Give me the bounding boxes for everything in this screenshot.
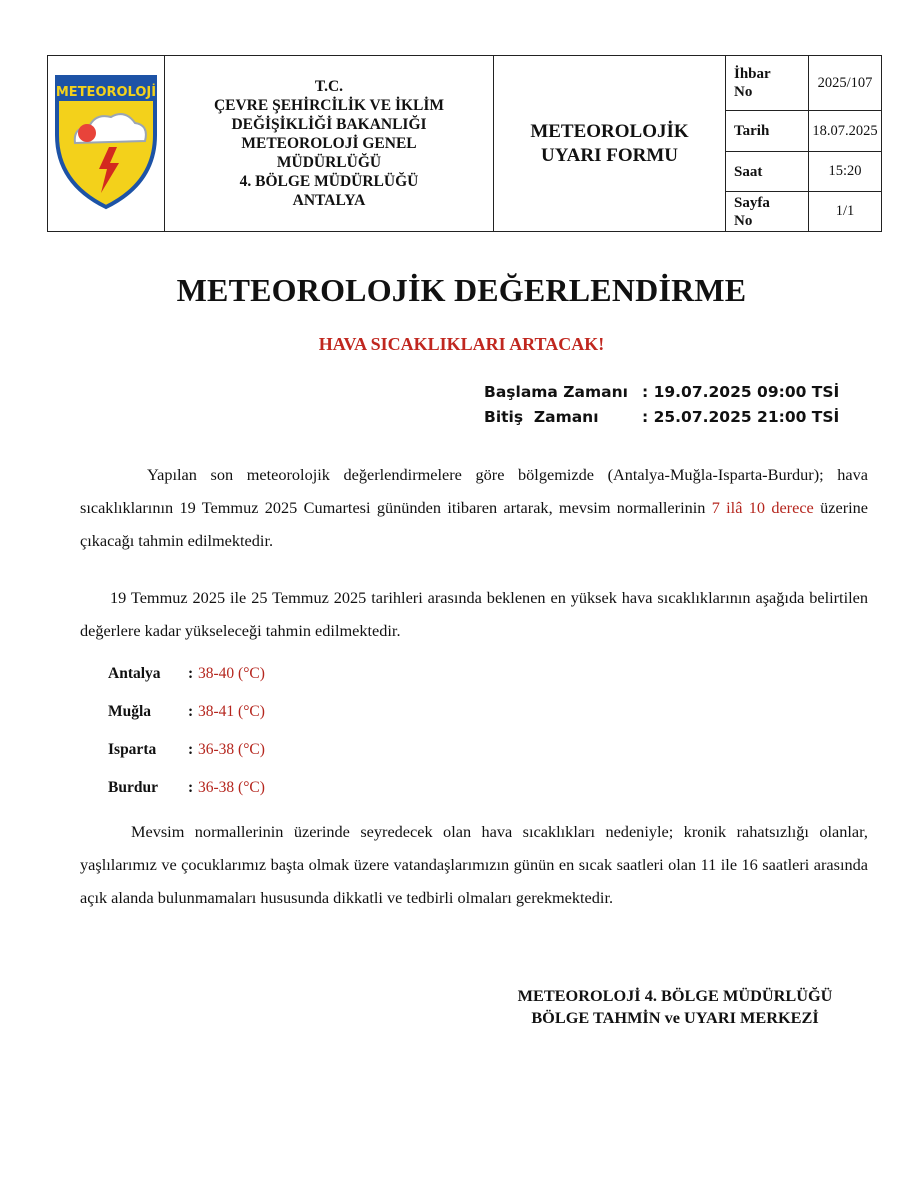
end-time-row — [484, 405, 839, 430]
ministry-line: MÜDÜRLÜĞÜ — [276, 154, 382, 171]
tarih-value: 18.07.2025 — [809, 111, 882, 152]
logo-cell — [48, 56, 165, 232]
city-temperature-list — [108, 655, 265, 807]
ministry-line: ÇEVRE ŞEHİRCİLİK VE İKLİM — [213, 97, 445, 114]
ihbar-no-value: 2025/107 — [809, 56, 882, 111]
form-title-line: METEOROLOJİK — [530, 120, 689, 142]
saat-label: Saat — [726, 152, 809, 192]
form-title-cell — [494, 56, 726, 232]
paragraph-assessment: Yapılan son meteorolojik değerlendirmelere göre bölgemizde (Antalya-Muğla-Isparta-Burdur); hava sıcaklıklarının 19 Temmuz 2025 Cumartesi gününden itibaren artarak, mevsim normallerinin 7 ilâ 10 derece üzerine çıkacağı tahmin edilmektedir. — [80, 465, 869, 550]
tarih-label: Tarih — [726, 111, 809, 152]
sayfa-no-value: 1/1 — [809, 192, 882, 232]
temperature-anomaly-highlight: 7 ilâ 10 derece — [711, 498, 814, 517]
svg-text:METEOROLOJİ: METEOROLOJİ — [55, 85, 157, 100]
ministry-cell — [165, 56, 494, 232]
ministry-line: T.C. — [314, 78, 344, 95]
ministry-line: DEĞİŞİKLİĞİ BAKANLIĞI — [231, 116, 427, 133]
city-temperature: 36-38 (°C) — [198, 741, 265, 758]
ministry-line: 4. BÖLGE MÜDÜRLÜĞÜ — [239, 173, 419, 190]
city-temperature: 38-41 (°C) — [198, 703, 265, 720]
saat-value: 15:20 — [809, 152, 882, 192]
form-title-line: UYARI FORMU — [540, 144, 679, 166]
ihbar-no-label: İhbar No — [726, 56, 809, 111]
city-row: Muğla : 38-41 (°C) — [108, 703, 265, 720]
document-title: METEOROLOJİK DEĞERLENDİRME — [176, 272, 747, 308]
city-name: Antalya — [108, 665, 161, 682]
city-temperature: 38-40 (°C) — [198, 665, 265, 682]
city-name: Isparta — [108, 741, 157, 758]
meteoroloji-logo — [53, 71, 159, 211]
start-time-label: Başlama Zamanı — [484, 383, 628, 401]
end-time-value: : 25.07.2025 21:00 TSİ — [642, 408, 840, 426]
city-temperature: 36-38 (°C) — [198, 779, 265, 796]
ministry-line: METEOROLOJİ GENEL — [241, 135, 417, 152]
ministry-line: ANTALYA — [292, 192, 366, 209]
sayfa-no-label: Sayfa No — [726, 192, 809, 232]
end-time-label: Bitiş Zamanı — [484, 408, 599, 426]
validity-times — [484, 380, 839, 430]
city-name: Burdur — [108, 779, 158, 796]
start-time-row — [484, 380, 839, 405]
city-name: Muğla — [108, 703, 152, 720]
warning-subtitle: HAVA SICAKLIKLARI ARTACAK! — [318, 334, 605, 354]
header-table — [47, 55, 882, 232]
signature-line: BÖLGE TAHMİN ve UYARI MERKEZİ — [531, 1008, 819, 1027]
signature-block — [440, 985, 910, 1029]
signature-line: METEOROLOJİ 4. BÖLGE MÜDÜRLÜĞÜ — [517, 986, 833, 1005]
paragraph-forecast-intro: 19 Temmuz 2025 ile 25 Temmuz 2025 tarihleri arasında beklenen en yüksek hava sıcaklıklarının aşağıda belirtilen değerlere kadar yükseleceği tahmin edilmektedir. — [80, 588, 868, 640]
city-row: Isparta : 36-38 (°C) — [108, 741, 265, 758]
paragraph-advisory: Mevsim normallerinin üzerinde seyredecek olan hava sıcaklıkları nedeniyle; kronik rahatsızlığı olanlar, yaşlılarımız ve çocuklarımız başta olmak üzere vatandaşlarımızın günün en sıcak saatleri olan 11 ile 16 saatleri arasında açık alanda bulunmamaları hususunda dikkatli ve tedbirli olmaları gerekmektedir. — [80, 822, 868, 907]
start-time-value: : 19.07.2025 09:00 TSİ — [642, 383, 840, 401]
city-row: Antalya : 38-40 (°C) — [108, 665, 265, 682]
city-row: Burdur : 36-38 (°C) — [108, 779, 265, 796]
